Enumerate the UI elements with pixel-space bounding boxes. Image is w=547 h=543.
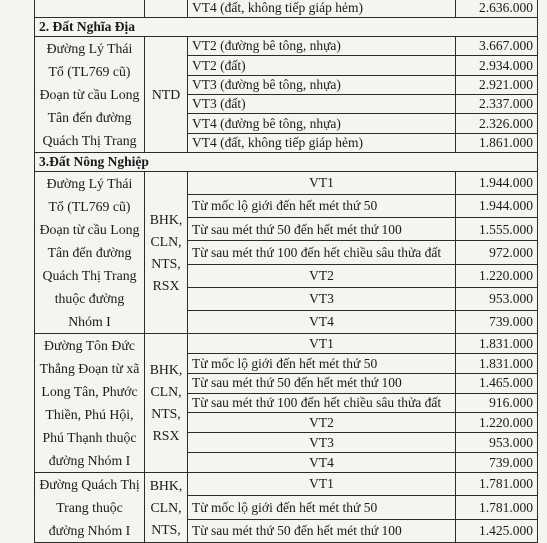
- position-cell: VT2 (đất): [188, 56, 456, 75]
- position-cell: Từ sau mét thứ 100 đến hết chiều sâu thửa đất: [188, 241, 456, 264]
- land-type-cell: BHK, CLN, NTS, RSX: [145, 172, 188, 334]
- road-cell: [35, 0, 145, 18]
- price-cell: 1.831.000: [456, 353, 538, 373]
- land-type-cell: BHK, CLN, NTS, RSX: [145, 334, 188, 473]
- price-cell: 1.781.000: [456, 496, 538, 519]
- price-cell: 1.861.000: [456, 133, 538, 152]
- land-type-cell: [145, 0, 188, 18]
- price-cell: 3.667.000: [456, 37, 538, 56]
- price-cell: 1.465.000: [456, 373, 538, 393]
- position-cell: VT1: [188, 473, 456, 496]
- price-cell: 1.220.000: [456, 413, 538, 433]
- price-cell: 1.781.000: [456, 473, 538, 496]
- position-cell: VT2: [188, 413, 456, 433]
- price-cell: 1.425.000: [456, 519, 538, 542]
- price-cell: 1.944.000: [456, 195, 538, 218]
- price-cell: 1.831.000: [456, 334, 538, 354]
- table-row: [35, 37, 538, 56]
- road-cell: Đường Quách Thị Trang thuộc đường Nhóm I: [35, 473, 145, 543]
- price-cell: 739.000: [456, 310, 538, 333]
- price-cell: 2.636.000: [456, 0, 538, 18]
- position-cell: Từ mốc lộ giới đến hết mét thứ 50: [188, 496, 456, 519]
- road-cell: Đường Lý Thái Tổ (TL769 cũ) Đoạn từ cầu Long Tân đến đường Quách Thị Trang: [35, 37, 145, 153]
- position-cell: VT4 (đất, không tiếp giáp hẻm): [188, 0, 456, 18]
- position-cell: VT4 (đường bê tông, nhựa): [188, 114, 456, 133]
- land-price-table: [34, 0, 538, 543]
- land-type-cell: NTD: [145, 37, 188, 153]
- position-cell: VT1: [188, 334, 456, 354]
- position-cell: VT3 (đường bê tông, nhựa): [188, 75, 456, 94]
- table-row: [35, 334, 538, 354]
- land-price-table-body: [35, 0, 538, 543]
- position-cell: VT3 (đất): [188, 94, 456, 113]
- road-cell: Đường Tôn Đức Thắng Đoạn từ xã Long Tân, Phước Thiền, Phú Hội, Phú Thạnh thuộc đường Nhóm I: [35, 334, 145, 473]
- position-cell: Từ mốc lộ giới đến hết mét thứ 50: [188, 353, 456, 373]
- price-cell: 2.326.000: [456, 114, 538, 133]
- position-cell: Từ sau mét thứ 100 đến hết chiều sâu thửa đất: [188, 393, 456, 413]
- road-cell: Đường Lý Thái Tổ (TL769 cũ) Đoạn từ cầu Long Tân đến đường Quách Thị Trang thuộc đường Nhóm I: [35, 172, 145, 334]
- price-cell: 2.921.000: [456, 75, 538, 94]
- table-row: [35, 473, 538, 496]
- section-heading-row: [35, 153, 538, 172]
- position-cell: Từ sau mét thứ 50 đến hết mét thứ 100: [188, 519, 456, 542]
- price-cell: 2.337.000: [456, 94, 538, 113]
- section-heading: 3.Đất Nông Nghiệp: [35, 153, 538, 172]
- position-cell: VT4: [188, 310, 456, 333]
- position-cell: VT1: [188, 172, 456, 195]
- section-heading: 2. Đất Nghĩa Địa: [35, 18, 538, 37]
- position-cell: VT2 (đường bê tông, nhựa): [188, 37, 456, 56]
- price-cell: 953.000: [456, 433, 538, 453]
- table-row: [35, 172, 538, 195]
- price-cell: 1.220.000: [456, 264, 538, 287]
- section-heading-row: [35, 18, 538, 37]
- position-cell: VT4 (đất, không tiếp giáp hẻm): [188, 133, 456, 152]
- price-cell: 739.000: [456, 453, 538, 473]
- price-cell: 1.555.000: [456, 218, 538, 241]
- price-cell: 972.000: [456, 241, 538, 264]
- price-cell: 916.000: [456, 393, 538, 413]
- price-cell: 953.000: [456, 287, 538, 310]
- land-type-cell: BHK, CLN, NTS,: [145, 473, 188, 543]
- position-cell: Từ mốc lộ giới đến hết mét thứ 50: [188, 195, 456, 218]
- price-cell: 1.944.000: [456, 172, 538, 195]
- price-cell: 2.934.000: [456, 56, 538, 75]
- position-cell: Từ sau mét thứ 50 đến hết mét thứ 100: [188, 218, 456, 241]
- position-cell: VT4: [188, 453, 456, 473]
- position-cell: VT2: [188, 264, 456, 287]
- position-cell: VT3: [188, 433, 456, 453]
- position-cell: VT3: [188, 287, 456, 310]
- table-row: [35, 0, 538, 18]
- position-cell: Từ sau mét thứ 50 đến hết mét thứ 100: [188, 373, 456, 393]
